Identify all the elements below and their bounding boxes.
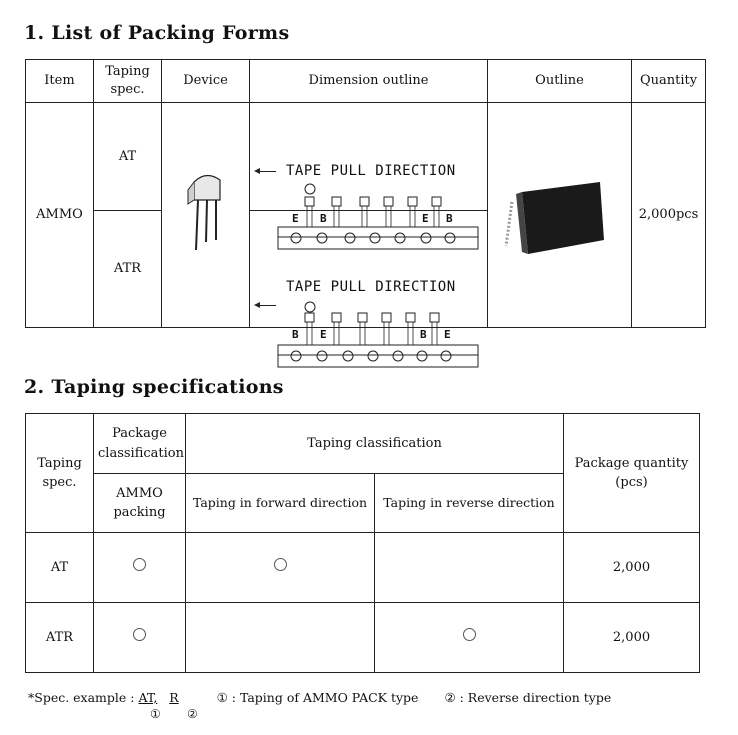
header-item: Item xyxy=(26,60,94,103)
footer-note2: ② : Reverse direction type xyxy=(444,690,612,705)
reverse-check xyxy=(375,603,564,673)
header-reverse: Taping in reverse direction xyxy=(375,474,564,533)
taping-spec-table xyxy=(25,413,700,673)
header-package-qty: Package quantity (pcs) xyxy=(564,414,700,533)
circle-mark-icon xyxy=(274,558,287,571)
circle-mark-icon xyxy=(463,628,476,641)
footer-num1: ① xyxy=(150,707,161,721)
ammo-box-icon xyxy=(500,162,620,262)
lead-label: B xyxy=(446,211,453,225)
dimension-atr xyxy=(250,211,488,341)
forward-check xyxy=(186,533,375,603)
ammo-check xyxy=(94,603,186,673)
lead-label: B xyxy=(292,328,299,341)
header-device: Device xyxy=(162,60,250,103)
device-image xyxy=(162,103,250,328)
header-outline: Outline xyxy=(488,60,632,103)
row-qty: 2,000 xyxy=(564,533,700,603)
header-taping-class: Taping classification xyxy=(186,414,564,474)
ammo-check xyxy=(94,533,186,603)
footer-note1: ① : Taping of AMMO PACK type xyxy=(216,690,419,705)
header-taping-spec: Taping spec. xyxy=(94,60,162,103)
header-ammo: AMMO packing xyxy=(94,474,186,533)
lead-label: E xyxy=(292,211,299,225)
lead-label: E xyxy=(320,328,327,341)
forward-check xyxy=(186,603,375,673)
tape-label-at: TAPE PULL DIRECTION xyxy=(286,162,456,179)
header-forward: Taping in forward direction xyxy=(186,474,375,533)
tape-label-atr: TAPE PULL DIRECTION xyxy=(286,279,456,295)
spec-atr: ATR xyxy=(94,211,162,328)
row-spec: ATR xyxy=(26,603,94,673)
footer-at: AT, xyxy=(138,690,158,705)
header-dimension: Dimension outline xyxy=(250,60,488,103)
lead-label: E xyxy=(422,211,429,225)
transistor-icon xyxy=(176,162,236,262)
row-spec: AT xyxy=(26,533,94,603)
footer-prefix: *Spec. example : xyxy=(28,690,135,705)
spec-at: AT xyxy=(94,103,162,211)
spec-example-footer xyxy=(28,690,611,705)
section1-title: 1. List of Packing Forms xyxy=(24,22,290,44)
lead-label: B xyxy=(420,328,427,341)
packing-forms-table xyxy=(25,59,706,341)
section2-title: 2. Taping specifications xyxy=(24,376,284,398)
item-ammo: AMMO xyxy=(26,103,94,328)
header-quantity: Quantity xyxy=(632,60,706,103)
circle-mark-icon xyxy=(133,628,146,641)
footer-r: R xyxy=(169,690,179,705)
reverse-check xyxy=(375,533,564,603)
row-qty: 2,000 xyxy=(564,603,700,673)
header-package-class: Package classification xyxy=(94,414,186,474)
quantity-value: 2,000pcs xyxy=(632,103,706,328)
circle-mark-icon xyxy=(133,558,146,571)
dimension-at xyxy=(250,103,488,225)
footer-num2: ② xyxy=(187,707,198,721)
outline-image xyxy=(488,103,632,328)
lead-label: B xyxy=(320,211,327,225)
lead-label: E xyxy=(444,328,451,341)
tape-diagram-atr xyxy=(250,269,486,383)
header-taping-spec: Taping spec. xyxy=(26,414,94,533)
